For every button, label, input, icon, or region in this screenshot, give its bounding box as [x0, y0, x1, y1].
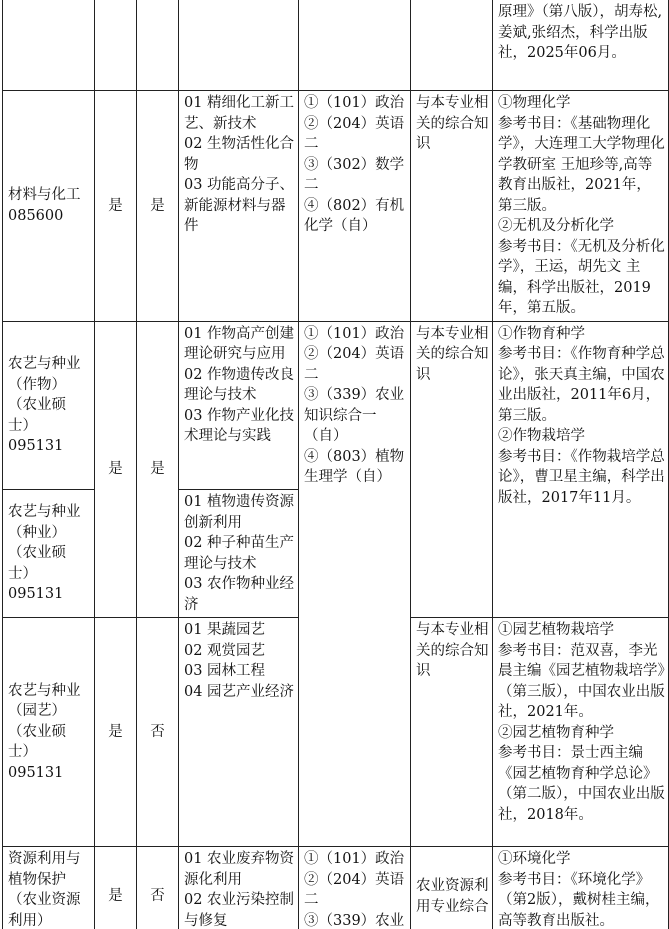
reference-cell	[493, 91, 669, 322]
flag-cell	[95, 618, 137, 847]
directions-text: 01 精细化工新工艺、新技术 02 生物活性化合物 03 功能高分子、新能源材料与器件	[184, 95, 295, 234]
subjects-cell	[299, 321, 411, 490]
table-row	[3, 91, 669, 322]
directions-cell	[179, 91, 299, 322]
major-cell	[3, 847, 95, 929]
flag-cell	[95, 0, 137, 91]
flag-value: 是	[108, 888, 123, 905]
retest-cell	[411, 321, 493, 618]
directions-cell	[179, 847, 299, 929]
retest-text: 与本专业相关的综合知识	[416, 622, 489, 679]
table-row	[3, 0, 669, 91]
table-row	[3, 847, 669, 929]
major-cell	[3, 0, 95, 91]
retest-text: 农业资源利用专业综合	[416, 878, 489, 915]
subjects-text: ①（101）政治 ②（204）英语二 ③（302）数学二 ④（802）有机化学（自）	[304, 95, 405, 234]
subjects-cell	[299, 847, 411, 929]
directions-text: 01 果蔬园艺 02 观赏园艺 03 园林工程 04 园艺产业经济	[184, 622, 295, 700]
table-row	[3, 618, 669, 847]
subjects-cell	[299, 0, 411, 91]
reference-text: ①作物育种学 参考书目：《作物育种学总论》，张天真主编，中国农业出版社，2011年6月，第三版。 ②作物栽培学 参考书目：《作物栽培学总论》，曹卫星主编，科学出版社，2017年11月。	[498, 325, 665, 506]
retest-text: 与本专业相关的综合知识	[416, 325, 489, 383]
reference-cell	[493, 618, 669, 847]
subjects-text: ①（101）政治 ②（204）英语二 ③（339）农业知识综合一（自） ④（803）植物生理学（自）	[304, 325, 405, 485]
flag-cell	[95, 321, 137, 618]
retest-cell	[411, 847, 493, 929]
flag-value: 是	[108, 723, 123, 740]
flag-cell	[95, 91, 137, 322]
directions-cell	[179, 618, 299, 847]
flag-value: 是	[108, 197, 123, 214]
flag-cell	[137, 618, 179, 847]
retest-cell	[411, 618, 493, 847]
subjects-cell	[299, 490, 411, 618]
reference-cell	[493, 0, 669, 91]
retest-text: 与本专业相关的综合知识	[416, 95, 489, 152]
major-name: 资源利用与植物保护（农业资源利用）	[8, 851, 81, 929]
flag-cell	[137, 847, 179, 929]
flag-value: 是	[108, 461, 123, 477]
table-row	[3, 321, 669, 490]
flag-value: 是	[150, 197, 165, 214]
directions-cell	[179, 321, 299, 490]
flag-value: 否	[150, 723, 165, 740]
reference-text: ①环境化学 参考书目：《环境化学》（第2版），戴树桂主编，高等教育出版社。	[498, 851, 660, 929]
major-name: 农艺与种业（园艺） （农业硕士） 095131	[8, 682, 81, 781]
major-name: 农艺与种业（种业） （农业硕士） 095131	[8, 504, 81, 603]
major-cell	[3, 91, 95, 322]
flag-cell	[137, 0, 179, 91]
directions-text: 01 植物遗传资源创新利用 02 种子种苗生产理论与技术 03 农作物种业经济	[184, 494, 295, 613]
major-cell	[3, 490, 95, 618]
retest-cell	[411, 0, 493, 91]
flag-value: 是	[150, 461, 165, 477]
major-cell	[3, 321, 95, 490]
flag-value: 否	[150, 888, 165, 905]
subjects-cell	[299, 618, 411, 847]
subjects-cell	[299, 91, 411, 322]
retest-cell	[411, 91, 493, 322]
directions-cell	[179, 0, 299, 91]
reference-cell	[493, 847, 669, 929]
major-name: 材料与化工 085600	[8, 187, 81, 224]
admissions-table	[2, 0, 669, 929]
directions-text: 01 作物高产创建理论研究与应用 02 作物遗传改良理论与技术 03 作物产业化技术理论与实践	[184, 325, 295, 444]
reference-text: ①物理化学 参考书目：《基础物理化学》，大连理工大学物理化学教研室 王旭珍等,高等教育出版社，2021年，第三版。 ②无机及分析化学 参考书目：《无机及分析化学》，王运，胡先文 主编，科学出版社，2019年，第五版。	[498, 95, 665, 316]
flag-cell	[137, 321, 179, 618]
major-cell	[3, 618, 95, 847]
major-name: 农艺与种业（作物） （农业硕士） 095131	[8, 356, 81, 454]
reference-cell	[493, 321, 669, 618]
reference-text: ①园艺植物栽培学 参考书目：范双喜，李光晨主编《园艺植物栽培学》（第三版），中国农业出版社，2021年。 ②园艺植物育种学 参考书目：景士西主编《园艺植物育种学总论》（第二版），中国农业出版社，2018年。	[498, 622, 665, 823]
directions-text: 01 农业废弃物资源化利用 02 农业污染控制与修复	[184, 851, 295, 929]
subjects-text: ①（101）政治 ②（204）英语二 ③（339）农业	[304, 851, 405, 929]
flag-cell	[95, 847, 137, 929]
reference-text: 原理》（第八版），胡寿松,姜斌,张绍杰，科学出版社，2025年06月。	[498, 4, 663, 61]
directions-cell	[179, 490, 299, 618]
flag-cell	[137, 91, 179, 322]
